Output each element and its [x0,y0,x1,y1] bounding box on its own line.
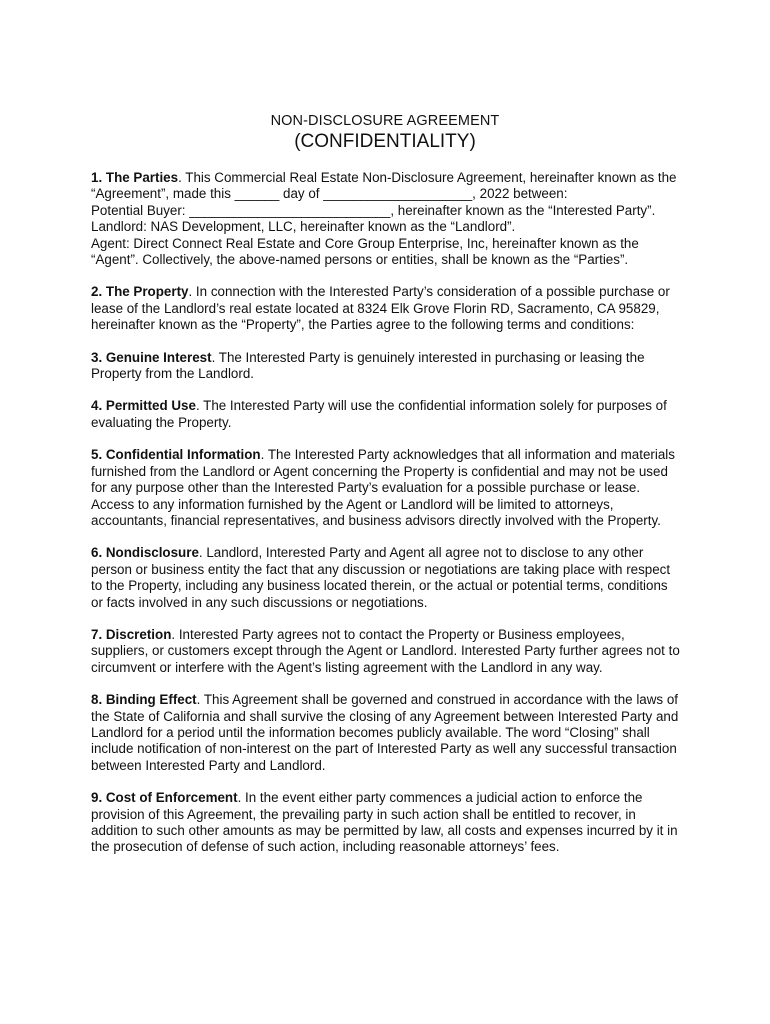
landlord-line: Landlord: NAS Development, LLC, hereinafter known as the “Landlord”. [91,219,516,235]
section-nondisclosure [91,545,683,611]
discretion-paragraph [91,627,683,676]
binding-effect-paragraph [91,692,683,774]
section-genuine-interest [91,350,683,383]
section-confidential-information [91,447,683,529]
section-cost-of-enforcement [91,790,683,856]
section-discretion [91,627,683,676]
section-text: . Landlord, Interested Party and Agent all agree not to disclose to any other person or business entity the fact that any discussion or negotiations are taking place with respect to the Property, including any business located therein, or the actual or potential terms, conditions or facts involved in any such discussions or negotiations. [91,545,671,610]
section-parties [91,170,683,268]
section-text: . The Interested Party acknowledges that all information and materials furnished from the Landlord or Agent concerning the Property is confidential and may not be used for any purpose other than the Interested Party’s evaluation for a possible purchase or lease. Access to any information furnished by the Agent or Landlord will be limited to attorneys, accountants, financial representatives, and business advisors directly involved with the Property. [91,447,675,528]
section-heading: 9. Cost of Enforcement [91,790,238,806]
section-text: . The Interested Party is genuinely interested in purchasing or leasing the Property from the Landlord. [91,349,645,382]
parties-paragraph [91,170,683,203]
cost-of-enforcement-paragraph [91,790,683,856]
section-binding-effect [91,692,683,774]
permitted-use-paragraph [91,398,683,431]
agent-line: Agent: Direct Connect Real Estate and Core Group Enterprise, Inc, hereinafter known as the “Agent”. Collectively, the above-named persons or entities, shall be known as the “Parties”. [91,235,639,268]
section-heading: 5. Confidential Information [91,447,261,463]
potential-buyer-line: Potential Buyer: ___________________________, hereinafter known as the “Interested Party”. [91,202,656,218]
section-heading: 4. Permitted Use [91,398,196,414]
title-nda: NON-DISCLOSURE AGREEMENT [270,113,500,129]
section-heading: 1. The Parties [91,170,179,185]
section-text: . The Interested Party will use the confidential information solely for purposes of evaluating the Property. [91,398,667,430]
section-heading: 2. The Property [91,284,189,300]
section-text: . In the event either party commences a judicial action to enforce the provision of this Agreement, the prevailing party in such action shall be entitled to recover, in addition to such other amounts as may be permitted by law, all costs and expenses incurred by it in the prosecution of defense of such action, including reasonable attorneys’ fees. [91,790,678,855]
confidential-information-paragraph [91,447,683,529]
section-heading: 8. Binding Effect [91,692,197,708]
section-text: . This Commercial Real Estate Non-Disclosure Agreement, hereinafter known as the “Agreement”, made this ______ day of ____________________, 2022 between: [91,170,677,202]
genuine-interest-paragraph [91,350,683,383]
document-title [0,112,770,153]
section-text: . In connection with the Interested Party’s consideration of a possible purchase or lease of the Landlord’s real estate located at 8324 Elk Grove Florin RD, Sacramento, CA 95829, hereinafter known as the “Property”, the Parties agree to the following terms and conditions: [91,284,670,333]
document-body [91,170,683,872]
nondisclosure-paragraph [91,545,683,611]
section-permitted-use [91,398,683,431]
property-paragraph [91,284,683,333]
section-heading: 7. Discretion [91,626,172,642]
section-text: . This Agreement shall be governed and construed in accordance with the laws of the State of California and shall survive the closing of any Agreement between Interested Party and Landlord for a period until the information becomes publicly available. The word “Closing” shall include notification of non-interest on the part of Interested Party as well any successful transaction between Interested Party and Landlord. [91,692,679,773]
section-heading: 6. Nondisclosure [91,545,199,561]
title-confidentiality: (CONFIDENTIALITY) [294,131,476,152]
section-text: . Interested Party agrees not to contact the Property or Business employees, suppliers, or customers except through the Agent or Landlord. Interested Party further agrees not to circumvent or interfere with the Agent’s listing agreement with the Landlord in any way. [91,626,680,675]
section-property [91,284,683,333]
section-heading: 3. Genuine Interest [91,349,212,365]
